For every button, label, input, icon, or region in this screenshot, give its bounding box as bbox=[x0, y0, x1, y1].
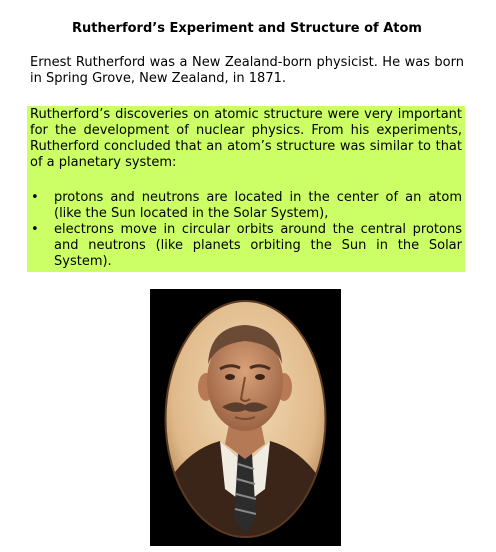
bullet-icon: • bbox=[31, 190, 39, 205]
page-title: Rutherford’s Experiment and Structure of Atom bbox=[72, 21, 422, 36]
list-item bbox=[27, 222, 462, 270]
rutherford-portrait bbox=[150, 289, 341, 546]
bullet-list bbox=[27, 190, 462, 270]
portrait-illustration bbox=[150, 289, 341, 546]
highlight-paragraph: Rutherford’s discoveries on atomic structure were very important for the development of nuclear physics. From his experiments, Rutherford concluded that an atom’s structure was similar to that of a planetary system: bbox=[30, 107, 462, 170]
bullet-icon: • bbox=[31, 222, 39, 237]
intro-paragraph: Ernest Rutherford was a New Zealand-born physicist. He was born in Spring Grove, New Zealand, in 1871. bbox=[30, 55, 464, 86]
bullet-text: protons and neutrons are located in the center of an atom (like the Sun located in the Solar System), bbox=[54, 190, 462, 221]
list-item bbox=[27, 190, 462, 222]
bullet-text: electrons move in circular orbits around the central protons and neutrons (like planets orbiting the Sun in the Solar System). bbox=[54, 222, 462, 269]
highlight-box bbox=[27, 106, 465, 272]
